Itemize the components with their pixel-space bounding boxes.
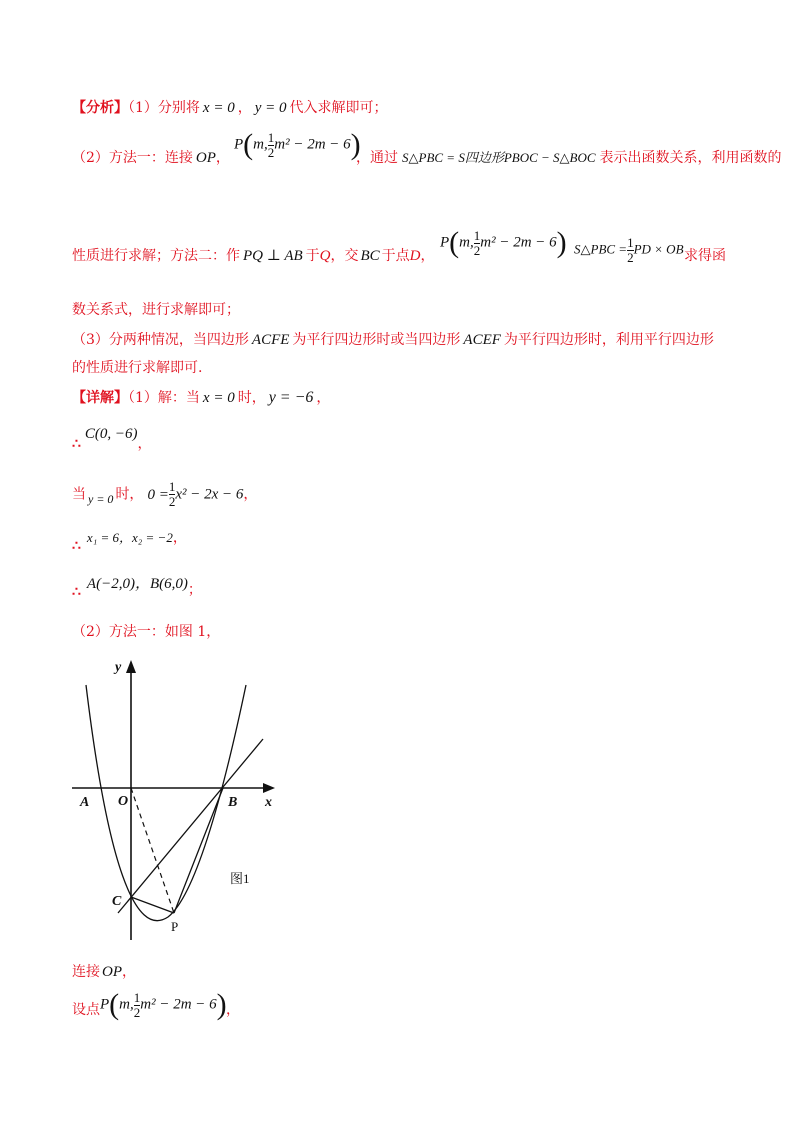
therefore-symbol: ∴ (72, 436, 81, 452)
analysis-line-2: （2）方法一：连接 OP， (72, 150, 230, 166)
point-p-expression-1: P(m, $\frac{1}{2}$ m² − 2m − 6) (234, 128, 361, 161)
segment-cp (131, 897, 174, 913)
detail-line-1: 【详解】（1）解：当 x = 0 时， y = −6 ， (72, 389, 331, 406)
point-p-expression-2: P(m, $\frac{1}{2}$ m² − 2m − 6) (440, 226, 567, 259)
analysis-line-5: （3）分两种情况，当四边形 ACFE 为平行四边形时或当四边形 ACEF 为平行四边形时，利用平行四边形 (72, 332, 714, 348)
segment-op-dashed (131, 788, 174, 913)
analysis-line-1: 【分析】（1）分别将 x = 0 ， y = 0 代入求解即可； (72, 100, 388, 116)
x-axis-arrow (263, 783, 275, 793)
label-c: C (112, 894, 122, 909)
label-x: x (265, 795, 272, 810)
analysis-tag: 【分析】 (72, 100, 128, 116)
y-axis-arrow (126, 660, 136, 673)
label-o: O (118, 794, 129, 809)
detail-line-8: 设点 (72, 1002, 100, 1018)
detail-line-2: ∴C(0, −6)， (72, 426, 152, 452)
label-b: B (228, 795, 238, 810)
detail-line-3: 当 y = 0 时， 0 = $\frac{1}{2}$ x² − 2x − 6， (72, 479, 258, 509)
detail-line-5: ∴ A(−2,0)，B(6,0)； (72, 576, 202, 600)
segment-pb (174, 788, 223, 913)
detail-tag: 【详解】 (72, 390, 128, 406)
analysis-line-6: 的性质进行求解即可. (72, 360, 203, 376)
figure-caption: 图1 (230, 871, 250, 886)
analysis-line-3-tail: 求得函 (684, 248, 726, 264)
label-p: P (171, 919, 179, 934)
parabola (86, 685, 246, 921)
analysis-line-3: 性质进行求解；方法二：作 PQ ⊥ AB 于Q，交 BC 于点D， (72, 248, 435, 264)
detail-line-4: ∴x₁ = 6，x₂ = −2， (72, 530, 187, 554)
analysis-line-4: 数关系式，进行求解即可； (72, 302, 240, 318)
detail-line-7: 连接 OP， (72, 964, 136, 980)
ab-points: A(−2,0)，B(6,0) (86, 576, 188, 592)
label-y: y (115, 660, 122, 675)
detail-line-6: （2）方法一：如图 1， (72, 624, 221, 640)
roots: x₁ = 6，x₂ = −2 (86, 530, 173, 545)
line-cb (118, 739, 263, 913)
detail-line-8-tail: ， (226, 1002, 240, 1018)
point-p-expression-3: P(m, $\frac{1}{2}$ m² − 2m − 6) (100, 988, 227, 1021)
figure-1 (68, 655, 298, 945)
area-formula: S△PBC = S四边形PBOC − S△BOC (402, 150, 596, 165)
label-a: A (80, 795, 90, 810)
analysis-line-2b: ，通过 S△PBC = S四边形PBOC − S△BOC 表示出函数关系，利用函数的 (356, 150, 782, 166)
area-formula-2: S△PBC = $\frac{1}{2}$ PD × OB (574, 235, 684, 265)
